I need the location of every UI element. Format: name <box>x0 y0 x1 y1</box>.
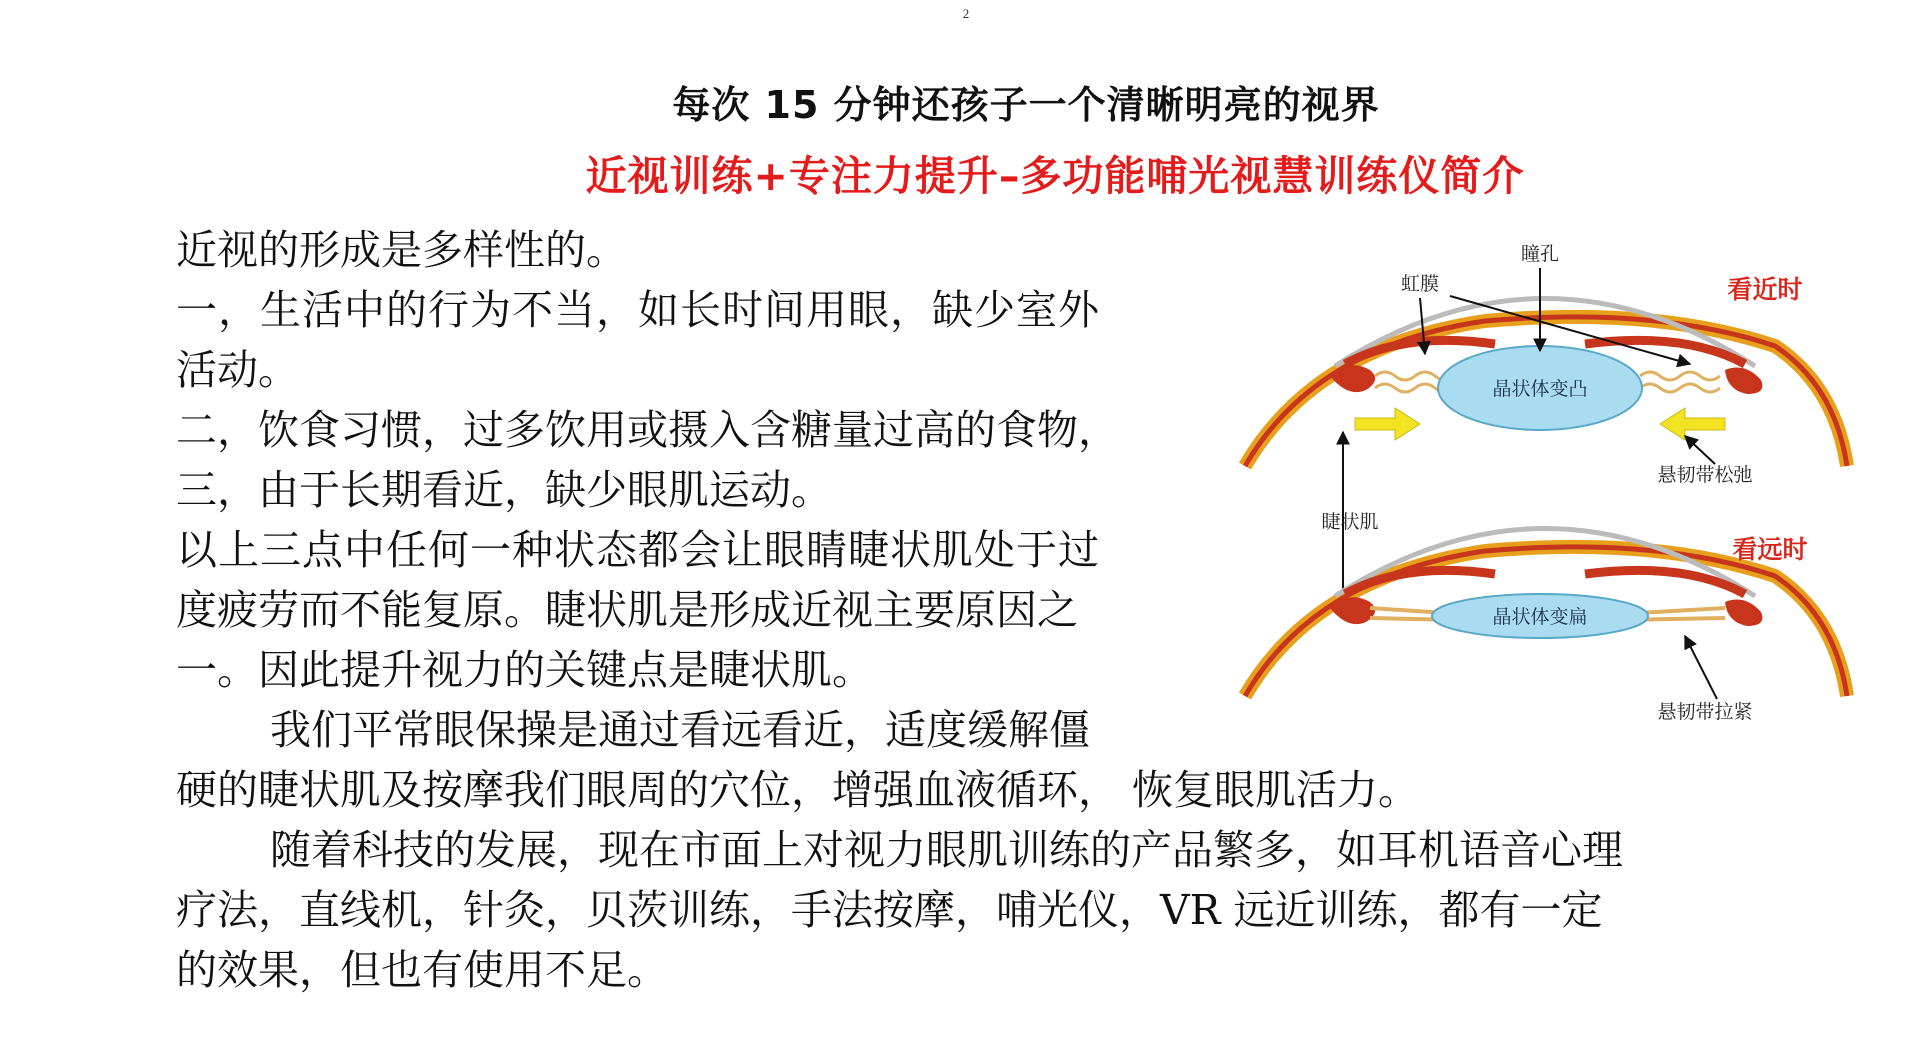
zonule-relaxed-label: 悬韧带松弛 <box>1657 464 1753 486</box>
page-number: 2 <box>962 6 970 21</box>
near-lens-label: 晶状体变凸 <box>1492 378 1588 400</box>
near-arrow-right <box>1660 408 1725 440</box>
document-subtitle: 近视训练+专注力提升–多功能哺光视慧训练仪简介 <box>585 152 1525 200</box>
paragraph-line: 一，生活中的行为不当，如长时间用眼，缺少室外 <box>176 286 1100 334</box>
far-ciliary-right <box>1725 600 1762 626</box>
near-ciliary-right <box>1725 368 1762 394</box>
far-title: 看远时 <box>1732 535 1808 564</box>
paragraph-line: 随着科技的发展，现在市面上对视力眼肌训练的产品繁多，如耳机语音心理 <box>270 826 1623 874</box>
paragraph-line: 近视的形成是多样性的。 <box>176 226 627 274</box>
near-arrow-left <box>1355 408 1420 440</box>
far-eye-section <box>1245 529 1847 724</box>
far-lens-label: 晶状体变扁 <box>1492 606 1588 628</box>
paragraph-line: 二，饮食习惯，过多饮用或摄入含糖量过高的食物， <box>176 406 1119 454</box>
paragraph-line: 疗法，直线机，针灸，贝茨训练，手法按摩，哺光仪，VR 远近训练，都有一定 <box>176 886 1603 934</box>
paragraph-line: 活动。 <box>176 346 299 394</box>
iris-label: 虹膜 <box>1400 273 1440 295</box>
paragraph-line: 度疲劳而不能复原。睫状肌是形成近视主要原因之 <box>176 586 1078 634</box>
paragraph-line: 以上三点中任何一种状态都会让眼睛睫状肌处于过 <box>176 526 1100 574</box>
paragraph-line: 三，由于长期看近，缺少眼肌运动。 <box>176 466 832 514</box>
document-title: 每次 15 分钟还孩子一个清晰明亮的视界 <box>672 83 1380 127</box>
paragraph-line: 的效果，但也有使用不足。 <box>176 946 668 994</box>
paragraph-line: 硬的睫状肌及按摩我们眼周的穴位，增强血液循环， 恢复眼肌活力。 <box>176 766 1420 814</box>
near-title: 看近时 <box>1727 275 1803 304</box>
far-cornea <box>1335 529 1755 597</box>
paragraph-line: 一。因此提升视力的关键点是睫状肌。 <box>176 646 873 694</box>
near-zonule-right <box>1640 372 1720 380</box>
zonule-tight-label: 悬韧带拉紧 <box>1657 701 1753 723</box>
ciliary-muscle-label: 睫状肌 <box>1321 511 1379 533</box>
eye-diagram-svg <box>1235 236 1855 726</box>
eye-accommodation-diagram <box>1235 236 1855 726</box>
paragraph-line: 我们平常眼保操是通过看远看近，适度缓解僵 <box>270 706 1090 754</box>
near-eye-section <box>1245 243 1847 486</box>
pupil-label: 瞳孔 <box>1520 243 1560 265</box>
